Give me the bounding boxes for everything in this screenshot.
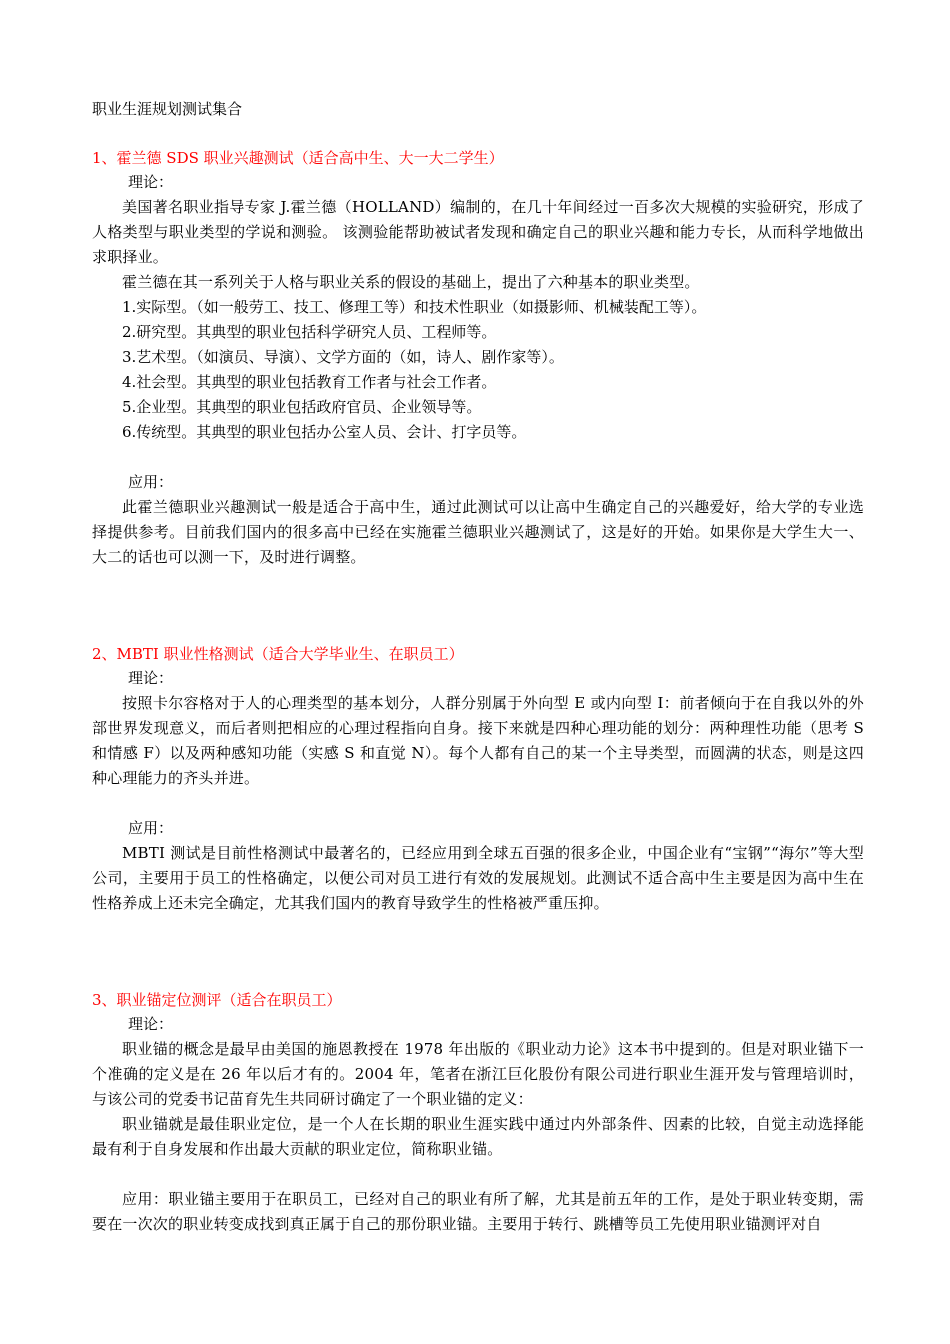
type-list-item: 5.企业型。其典型的职业包括政府官员、企业领导等。: [122, 398, 482, 416]
section-mbti: [92, 642, 864, 916]
section-heading: 2、MBTI 职业性格测试（适合大学毕业生、在职员工）: [92, 645, 464, 663]
section-holland: [92, 146, 864, 570]
spacer: [92, 916, 864, 988]
theory-paragraph: 按照卡尔容格对于人的心理类型的基本划分，人群分别属于外向型 E 或内向型 I：前者倾向于在自我以外的外部世界发现意义，而后者则把相应的心理过程指向自身。接下来就是四种心理功能的划分：两种理性功能（思考 S 和情感 F）以及两种感知功能（实感 S 和直觉 N）。每个人都有自己的某一个主导类型，而圆满的状态，则是这四种心理能力的齐头并进。: [92, 694, 864, 787]
section-heading: 1、霍兰德 SDS 职业兴趣测试（适合高中生、大一大二学生）: [92, 149, 504, 167]
application-paragraph: 此霍兰德职业兴趣测试一般是适合于高中生，通过此测试可以让高中生确定自己的兴趣爱好，给大学的专业选择提供参考。目前我们国内的很多高中已经在实施霍兰德职业兴趣测试了，这是好的开始。如果你是大学生大一、大二的话也可以测一下，及时进行调整。: [92, 498, 864, 566]
spacer: [92, 445, 864, 470]
theory-label: 理论：: [128, 1015, 174, 1033]
theory-label: 理论：: [128, 173, 174, 191]
theory-paragraph: 职业锚就是最佳职业定位，是一个人在长期的职业生涯实践中通过内外部条件、因素的比较，自觉主动选择能最有利于自身发展和作出最大贡献的职业定位，简称职业锚。: [92, 1115, 864, 1158]
theory-paragraph: 霍兰德在其一系列关于人格与职业关系的假设的基础上，提出了六种基本的职业类型。: [122, 273, 700, 291]
theory-paragraph: 职业锚的概念是最早由美国的施恩教授在 1978 年出版的《职业动力论》这本书中提到的。但是对职业锚下一个准确的定义是在 26 年以后才有的。2004 年，笔者在浙江巨化股份有限公司进行职业生涯开发与管理培训时，与该公司的党委书记苗育先生共同研讨确定了一个职业锚的定义：: [92, 1040, 864, 1108]
section-career-anchor: [92, 988, 864, 1237]
type-list-item: 4.社会型。其典型的职业包括教育工作者与社会工作者。: [122, 373, 497, 391]
theory-label: 理论：: [128, 669, 174, 687]
type-list-item: 2.研究型。其典型的职业包括科学研究人员、工程师等。: [122, 323, 497, 341]
spacer: [92, 1162, 864, 1187]
type-list-item: 6.传统型。其典型的职业包括办公室人员、会计、打字员等。: [122, 423, 527, 441]
spacer: [92, 570, 864, 642]
application-paragraph: MBTI 测试是目前性格测试中最著名的，已经应用到全球五百强的很多企业，中国企业有“宝钢”“海尔”等大型公司，主要用于员工的性格确定，以便公司对员工进行有效的发展规划。此测试不适合高中生主要是因为高中生在性格养成上还未完全确定，尤其我们国内的教育导致学生的性格被严重压抑。: [92, 844, 864, 912]
section-heading: 3、职业锚定位测评（适合在职员工）: [92, 991, 342, 1009]
document-title: 职业生涯规划测试集合: [92, 100, 243, 118]
type-list-item: 1.实际型。（如一般劳工、技工、修理工等）和技术性职业（如摄影师、机械装配工等）。: [122, 298, 707, 316]
theory-paragraph: 美国著名职业指导专家 J.霍兰德（HOLLAND）编制的，在几十年间经过一百多次大规模的实验研究，形成了人格类型与职业类型的学说和测验。 该测验能帮助被试者发现和确定自己的职业兴趣和能力专长，从而科学地做出求职择业。: [92, 198, 864, 266]
type-list-item: 3.艺术型。（如演员、导演）、文学方面的（如，诗人、剧作家等）。: [122, 348, 564, 366]
application-label: 应用：: [128, 819, 174, 837]
application-label: 应用：: [128, 473, 174, 491]
application-paragraph: 应用：职业锚主要用于在职员工，已经对自己的职业有所了解，尤其是前五年的工作，是处于职业转变期，需要在一次次的职业转变成找到真正属于自己的那份职业锚。主要用于转行、跳槽等员工先使用职业锚测评对自: [92, 1190, 864, 1233]
spacer: [92, 791, 864, 816]
